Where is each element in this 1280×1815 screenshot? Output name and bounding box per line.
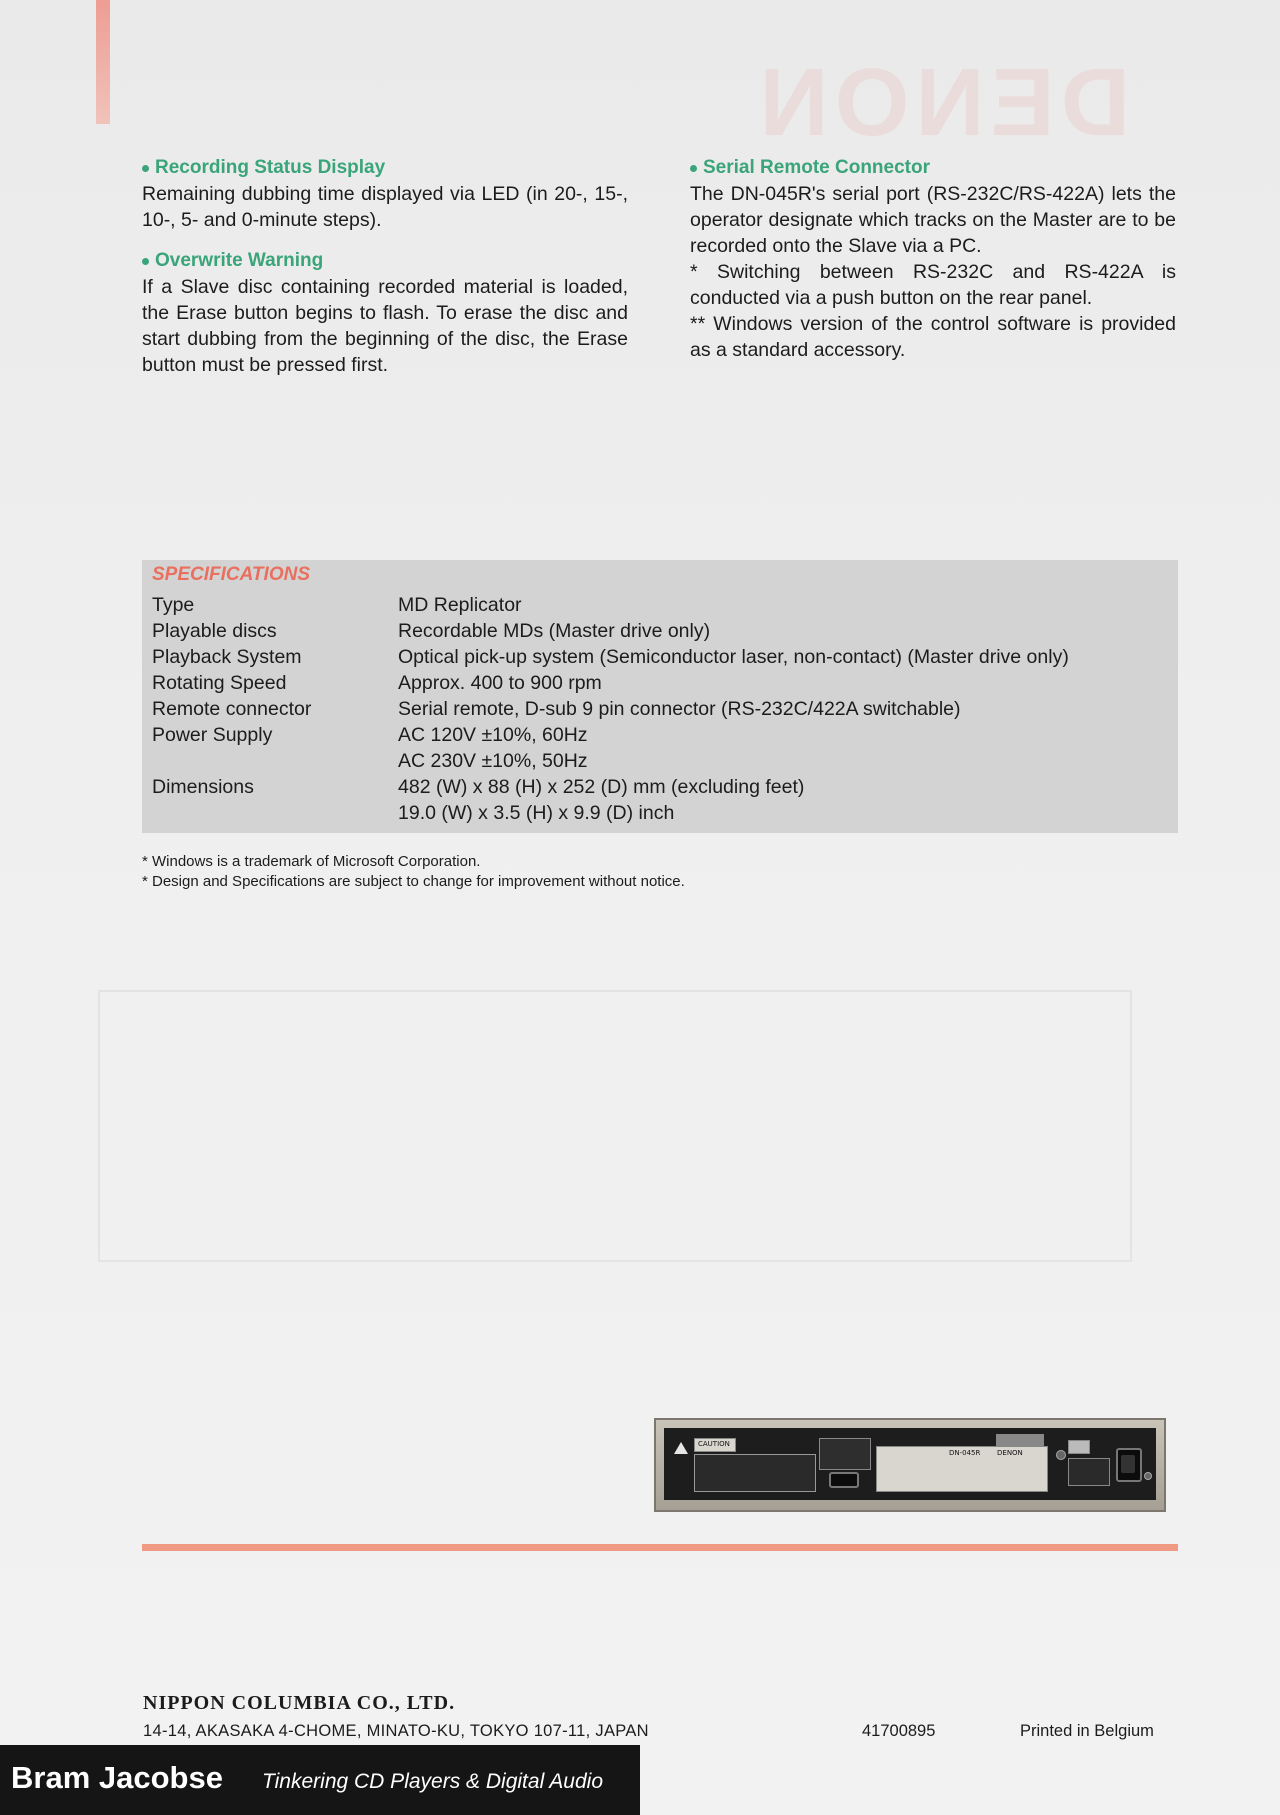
spec-value: Optical pick-up system (Semiconductor laser, non-contact) (Master drive only) xyxy=(398,646,1069,668)
spec-row xyxy=(152,592,1172,618)
spec-label: Rotating Speed xyxy=(152,672,287,694)
switch-icon xyxy=(1056,1450,1066,1460)
footnotes xyxy=(142,852,685,892)
printed-in: Printed in Belgium xyxy=(1020,1722,1154,1740)
spec-label: Playable discs xyxy=(152,620,277,642)
spec-value: AC 230V ±10%, 50Hz xyxy=(398,750,588,772)
spec-value: MD Replicator xyxy=(398,594,522,616)
warning-text-block xyxy=(694,1454,816,1492)
spec-values xyxy=(398,774,1172,826)
footnote: * Windows is a trademark of Microsoft Corporation. xyxy=(142,853,481,870)
spec-row xyxy=(152,774,1172,826)
serial-sticker xyxy=(996,1434,1044,1446)
bullet-icon xyxy=(142,258,149,265)
spec-value: Serial remote, D-sub 9 pin connector (RS-232C/422A switchable) xyxy=(398,698,961,720)
feature-body xyxy=(142,181,628,233)
feature-body xyxy=(690,181,1176,363)
company-name: NIPPON COLUMBIA CO., LTD. xyxy=(143,1692,456,1714)
feature-recording-status xyxy=(142,155,628,233)
ac-inlet-inner xyxy=(1121,1455,1135,1473)
specs-sticker xyxy=(876,1446,1048,1492)
feature-overwrite-warning xyxy=(142,248,628,378)
caution-label-text: CAUTION xyxy=(698,1440,730,1448)
spec-label: Power Supply xyxy=(152,724,273,746)
feature-title xyxy=(142,248,628,274)
spec-row xyxy=(152,618,1172,644)
feature-paragraph: The DN-045R's serial port (RS-232C/RS-422A) lets the operator designate which tracks on the Master are to be recorded onto the Slave via a PC. xyxy=(690,183,1176,257)
warning-triangle-icon xyxy=(674,1442,688,1454)
remote-connector-block xyxy=(819,1438,871,1470)
spec-values xyxy=(398,696,1172,722)
catalog-number: 41700895 xyxy=(862,1722,936,1740)
spec-row xyxy=(152,696,1172,722)
bullet-icon xyxy=(690,165,697,172)
specifications-table xyxy=(152,592,1172,826)
feature-title xyxy=(690,155,1176,181)
spec-row xyxy=(152,670,1172,696)
features-right-column xyxy=(690,155,1176,378)
feature-paragraph: If a Slave disc containing recorded material is loaded, the Erase button begins to flash. To erase the disc and start dubbing from the beginning of the disc, the Erase button must be pressed first. xyxy=(142,276,628,376)
feature-title-text: Overwrite Warning xyxy=(155,250,324,271)
spec-label: Dimensions xyxy=(152,776,254,798)
spec-values xyxy=(398,670,1172,696)
ac-inlet-icon xyxy=(1116,1448,1142,1482)
red-edge-bar xyxy=(96,0,110,124)
brand-label-text: DENON xyxy=(997,1449,1023,1457)
model-label-text: DN-045R xyxy=(949,1449,981,1457)
denon-logo-watermark: DENON xyxy=(753,49,1130,156)
footnote: * Design and Specifications are subject to change for improvement without notice. xyxy=(142,873,685,890)
feature-title xyxy=(142,155,628,181)
spec-row xyxy=(152,722,1172,774)
spec-values xyxy=(398,722,1172,774)
spec-value: 482 (W) x 88 (H) x 252 (D) mm (excluding feet) xyxy=(398,776,805,798)
spec-value: Approx. 400 to 900 rpm xyxy=(398,672,602,694)
specifications-title: SPECIFICATIONS xyxy=(152,564,310,585)
spec-value: Recordable MDs (Master drive only) xyxy=(398,620,711,642)
spec-values xyxy=(398,592,1172,618)
features-left-column xyxy=(142,155,628,393)
spec-row xyxy=(152,644,1172,670)
rear-panel-photo xyxy=(654,1418,1166,1512)
bullet-icon xyxy=(142,165,149,172)
caution-label xyxy=(694,1438,736,1452)
spec-values xyxy=(398,644,1172,670)
spec-values xyxy=(398,618,1172,644)
spec-label: Playback System xyxy=(152,646,302,668)
sticker-small xyxy=(1068,1440,1090,1454)
spec-value: 19.0 (W) x 3.5 (H) x 9.9 (D) inch xyxy=(398,802,675,824)
feature-note: * Switching between RS-232C and RS-422A is conducted via a push button on the rear panel. xyxy=(690,261,1176,309)
voltage-text-block xyxy=(1068,1458,1110,1486)
feature-body xyxy=(142,274,628,378)
feature-paragraph: Remaining dubbing time displayed via LED (in 20-, 15-, 10-, 5- and 0-minute steps). xyxy=(142,183,628,231)
rear-panel xyxy=(664,1428,1156,1500)
branding-name: Bram Jacobse xyxy=(11,1760,223,1795)
accent-rule xyxy=(142,1544,1178,1551)
spec-label: Remote connector xyxy=(152,698,312,720)
feature-title-text: Recording Status Display xyxy=(155,157,386,178)
feature-title-text: Serial Remote Connector xyxy=(703,157,930,178)
branding-tagline: Tinkering CD Players & Digital Audio xyxy=(262,1770,604,1793)
spec-label: Type xyxy=(152,594,195,616)
spec-value: AC 120V ±10%, 60Hz xyxy=(398,724,588,746)
company-address: 14-14, AKASAKA 4-CHOME, MINATO-KU, TOKYO 107-11, JAPAN xyxy=(143,1722,649,1740)
screw-icon xyxy=(1144,1472,1152,1480)
show-through-box xyxy=(98,990,1132,1262)
dsub-connector-icon xyxy=(829,1472,859,1488)
feature-serial-remote xyxy=(690,155,1176,363)
feature-note: ** Windows version of the control software is provided as a standard accessory. xyxy=(690,313,1176,361)
